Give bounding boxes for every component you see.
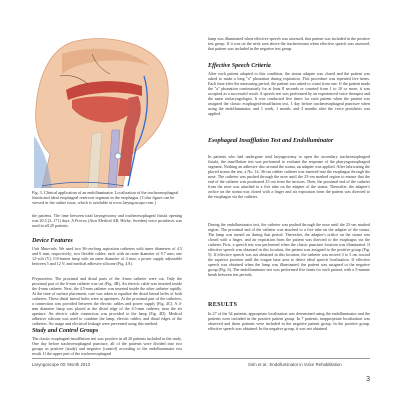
results-paragraph: In 27 of the 34 patients, appropriate localization was determined using the endolluminator and the patients were included in the positive patient group. In 7 patients, inappropriate localization was observed and these patients were included in the negative patient group. In the positive group, effective speech was obtained. In the negative group, it was not obtained — [208, 311, 370, 332]
preparation-label: Preparation. — [32, 276, 53, 281]
heading-results: RESULTS — [208, 302, 238, 308]
esophageal-insufflation-paragraph: In patients who had undergone total laryngectomy to open the secondary tracheoesophageal fistula, the insufflation test was performed to evaluate the response of the pharyngoesophageal segment. Nothing an adhesive disc around the stoma, an adapter was applied. After lubricating the placed stoma the test, a No. 14, 36-cm rubber catheter was inserted into the esophagus through the nose. The catheter was pushed through the nose until the 25-cm marked region to ensure that the end of the catheter was positioned 25 cm from the incisors. Then, the proximal end of the catheter from the nose was attached to a five tube on the adapter of the stoma. Thereafter, the adapter's orifice on the stoma was closed with a finger and air expiration from the patient was directed to the esophagus via the catheter. — [208, 154, 370, 200]
anatomy-figure — [32, 36, 178, 188]
heading-effective-speech: Effective Speech Criteria — [208, 63, 271, 69]
heading-study-control: Study and Control Groups — [32, 328, 99, 334]
page-number: 3 — [366, 376, 370, 383]
figure-caption: Fig. 3. Clinical application of an endolluminator. Localization of the tracheoesophageal fistula and ideal esophageal reservoir segment in the esophagus. [Color figure can be viewed in the online issue, which is available at www.laryngoscope.com.] — [32, 190, 179, 206]
unit-materials-text: We used two 36-cm-long aspiration catheters with inner diameters of 4.5 and 6 mm, respectively; two flexible cables, each with an outer diameter of 0.7 mm; one 12-volt (V), 0.8-lumen lamp with an outer diameter of 4 mm; a power supply adjustable between 5 and 12 V; and medical adhesive silicone (Fig. 4A). — [32, 246, 183, 267]
head-neck-sagittal-illustration — [32, 36, 178, 188]
effective-speech-paragraph: After each patient adapted to this condition, the stoma adapter was closed and the patient was asked to make a long "a" phonation during expiration. This procedure was repeated five times. Each time after the measuring period, the patient was asked to count from one. If the patient made the "a" phonation continuously for at least 8 seconds or counted from 1 to 10 or more, it was accepted as a successful result. A speech test was performed by an experienced voice therapist and the same otolaryngologist. It was conducted five times for each patient when the patient was assigned the classic esophageal-insufflation test, 1 day before tracheoesophageal puncture when using the endolluminator, and 1 week, 1 month, and 3 months after the voice prosthesis was applied. — [208, 71, 370, 117]
footer-divider — [32, 358, 370, 359]
study-groups-paragraph: The classic esophageal-insufflation test was positive in all 20 patients included in the study. One day before tracheoesophageal puncture, all of the patients were divided into two groups as positive (study) and negative (control) according to the endolluminator test result. If the upper part of the tracheoesophageal — [32, 336, 182, 357]
endolluminator-test-paragraph: During the endolluminator test, the catheter was pushed through the nose until the 25-cm marked region. The proximal end of the catheter was attached to a five tube on the adapter of the stoma. The lamp was turned on during that period. Thereafter, the adapter's orifice on the stoma was closed with a finger, and air expiration from the patient was directed to the esophagus via the catheter. First, a speech test was performed when the classic puncture location was illuminated. If effective speech was obtained in this location, the patient was assigned to the positive group (Fig. 5). If effective speech was not obtained in this location, the catheter was moved 3 to 5 cm toward the superior position until the tongue base area to detect ideal speech localization. If effective speech was obtained when the lamp was illuminated, the patient was assigned to the negative group (Fig. 6). The endolluminator test was performed five times for each patient, with a 5-minute break between test periods. — [208, 222, 370, 278]
preparation-text: The proximal and distal parts of the 4-mm catheter were cut. Only the proximal part of the 6-mm catheter was cut (Fig. 4B). An electric cable was inserted inside the 4-mm catheter. Next, the 4.5-mm catheter was inserted inside the other catheter rapidly. At the time of surface placement, care was taken to equalize the distal lateral holes of both catheters. These distal lateral holes were at apertures. At the proximal part of the catheters, a connection was provided between the electric cables and power supply (Fig. 4C). A 4-mm diameter lamp was placed at the distal edge of the 4.5-mm catheter, near the air aperture. An electric cable connection was provided to the lamp (Fig. 4D). Medical adhesive silicone was used to combine the lamp, electric cables, and distal edges of the catheters. Air usage and electrical leakage were prevented using this method. — [32, 276, 182, 327]
right-top-paragraph: lamp was illuminated when effective speech was assessed, that patient was included in the positive test group. If it was on the neck area above the tracheostoma when effective speech was assessed, that patient was included in the negative test group. — [208, 36, 370, 52]
unit-materials-paragraph — [32, 246, 182, 266]
footer-authors: Sirin et al.: Endolluminator in Voice Rehabilitation — [248, 362, 342, 367]
heading-device-features: Device Features — [32, 238, 73, 244]
heading-esophageal-insufflation: Esophageal Insufflation Test and Endolluminator — [208, 138, 334, 144]
unit-materials-label: Unit Materials. — [32, 246, 58, 251]
intro-paragraph: the patients. The time between total laryngectomy and tracheoesophageal fistula opening was 20.5 (2–171) days. A Provox (Atos Medical AB, Hörby, Sweden) voice prosthesis was used in all 20 patients. — [32, 213, 182, 229]
preparation-paragraph — [32, 276, 182, 326]
footer-journal: Laryngoscope 00: Month 2013 — [32, 362, 91, 367]
